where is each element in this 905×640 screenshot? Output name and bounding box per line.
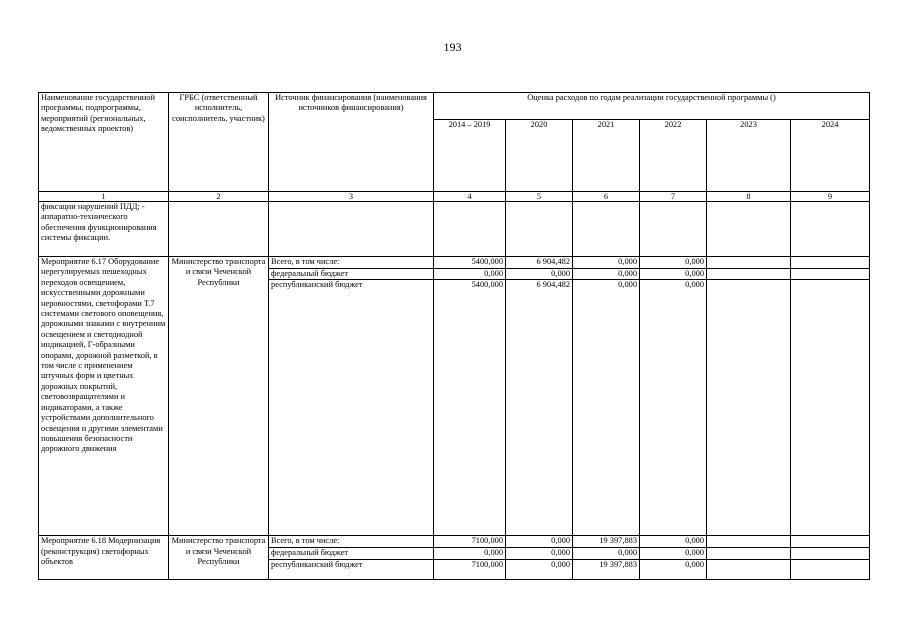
value-cell: 19 397,883: [573, 536, 640, 548]
value-cell: 0,000: [506, 548, 573, 559]
column-number: 8: [707, 192, 791, 202]
column-number: 4: [434, 192, 506, 202]
header-year: 2021: [573, 120, 640, 192]
event-total-row: [39, 536, 870, 548]
header-year: 2020: [506, 120, 573, 192]
value-cell: [707, 269, 791, 280]
empty-cell: [640, 202, 707, 257]
value-cell: [707, 536, 791, 548]
header-grbs: ГРБС (ответственный исполнитель, соисполнитель, участник): [169, 93, 269, 192]
value-cell: 0,000: [573, 257, 640, 269]
column-number: 1: [39, 192, 169, 202]
empty-cell: [506, 202, 573, 257]
funding-source: федеральный бюджет: [269, 548, 434, 559]
column-numbers-row: [39, 192, 870, 202]
column-number: 5: [506, 192, 573, 202]
value-cell: [707, 257, 791, 269]
header-funding-source: Источник финансирования (наименования источников финансирования): [269, 93, 434, 192]
value-cell: [707, 559, 791, 579]
value-cell: [791, 257, 870, 269]
header-program-name: Наименование государственной программы, подпрограммы, мероприятий (региональных, ведомственных проектов): [39, 93, 169, 192]
value-cell: 6 904,482: [506, 257, 573, 269]
page-number: 193: [443, 40, 462, 54]
value-cell: 0,000: [573, 548, 640, 559]
funding-source: Всего, в том числе:: [269, 257, 434, 269]
header-year: 2022: [640, 120, 707, 192]
column-number: 9: [791, 192, 870, 202]
funding-source: Всего, в том числе:: [269, 536, 434, 548]
empty-cell: [434, 202, 506, 257]
value-cell: 0,000: [434, 548, 506, 559]
value-cell: 0,000: [506, 536, 573, 548]
value-cell: 0,000: [573, 280, 640, 536]
value-cell: [791, 559, 870, 579]
empty-cell: [573, 202, 640, 257]
column-number: 6: [573, 192, 640, 202]
value-cell: 0,000: [640, 280, 707, 536]
value-cell: 7100,000: [434, 559, 506, 579]
value-cell: [707, 280, 791, 536]
header-year: 2023: [707, 120, 791, 192]
value-cell: 0,000: [640, 536, 707, 548]
value-cell: [707, 548, 791, 559]
empty-cell: [791, 202, 870, 257]
value-cell: 0,000: [640, 269, 707, 280]
value-cell: 6 904,482: [506, 280, 573, 536]
value-cell: 0,000: [640, 559, 707, 579]
event-name: Мероприятие 6.17 Оборудование нерегулируемых пешеходных переходов освещением, искусственными дорожными неровностями, светофорами Т.7 системами светового оповещения, дорожными знаками с внутренним освещением и светодиодной индикацией, Г-образными опорами, дорожной разметкой, в том числе с применением штучных форм и цветных дорожных покрытий, световозвращателями и индикаторами, а также устройствами дополнительного освещения и другими элементами повышения безопасности дорожного движения: [39, 257, 169, 536]
continuation-name: фиксации нарушений ПДД; - аппаратно-технического обеспечения функционирования системы фиксации.: [39, 202, 169, 257]
event-grbs: Министерство транспорта и связи Чеченской Республики: [169, 257, 269, 536]
column-number: 3: [269, 192, 434, 202]
empty-cell: [707, 202, 791, 257]
value-cell: 0,000: [640, 257, 707, 269]
header-year: 2024: [791, 120, 870, 192]
header-row: [39, 93, 870, 120]
value-cell: 7100,000: [434, 536, 506, 548]
continuation-row: [39, 202, 870, 257]
value-cell: 0,000: [506, 559, 573, 579]
budget-table: [38, 92, 870, 580]
value-cell: 0,000: [640, 548, 707, 559]
header-estimate-title: Оценка расходов по годам реализации государственной программы (): [434, 93, 870, 120]
column-number: 2: [169, 192, 269, 202]
event-grbs: Министерство транспорта и связи Чеченской Республики: [169, 536, 269, 579]
value-cell: 0,000: [573, 269, 640, 280]
value-cell: [791, 280, 870, 536]
value-cell: 19 397,883: [573, 559, 640, 579]
column-number: 7: [640, 192, 707, 202]
empty-cell: [269, 202, 434, 257]
event-total-row: [39, 257, 870, 269]
funding-source: республиканский бюджет: [269, 559, 434, 579]
value-cell: 0,000: [434, 269, 506, 280]
value-cell: [791, 548, 870, 559]
value-cell: 5400,000: [434, 257, 506, 269]
value-cell: [791, 269, 870, 280]
empty-cell: [169, 202, 269, 257]
funding-source: федеральный бюджет: [269, 269, 434, 280]
funding-source: республиканский бюджет: [269, 280, 434, 536]
value-cell: 5400,000: [434, 280, 506, 536]
value-cell: 0,000: [506, 269, 573, 280]
event-name: Мероприятие 6.18 Модернизация (реконструкция) светофорных объектов: [39, 536, 169, 579]
value-cell: [791, 536, 870, 548]
header-year: 2014 – 2019: [434, 120, 506, 192]
